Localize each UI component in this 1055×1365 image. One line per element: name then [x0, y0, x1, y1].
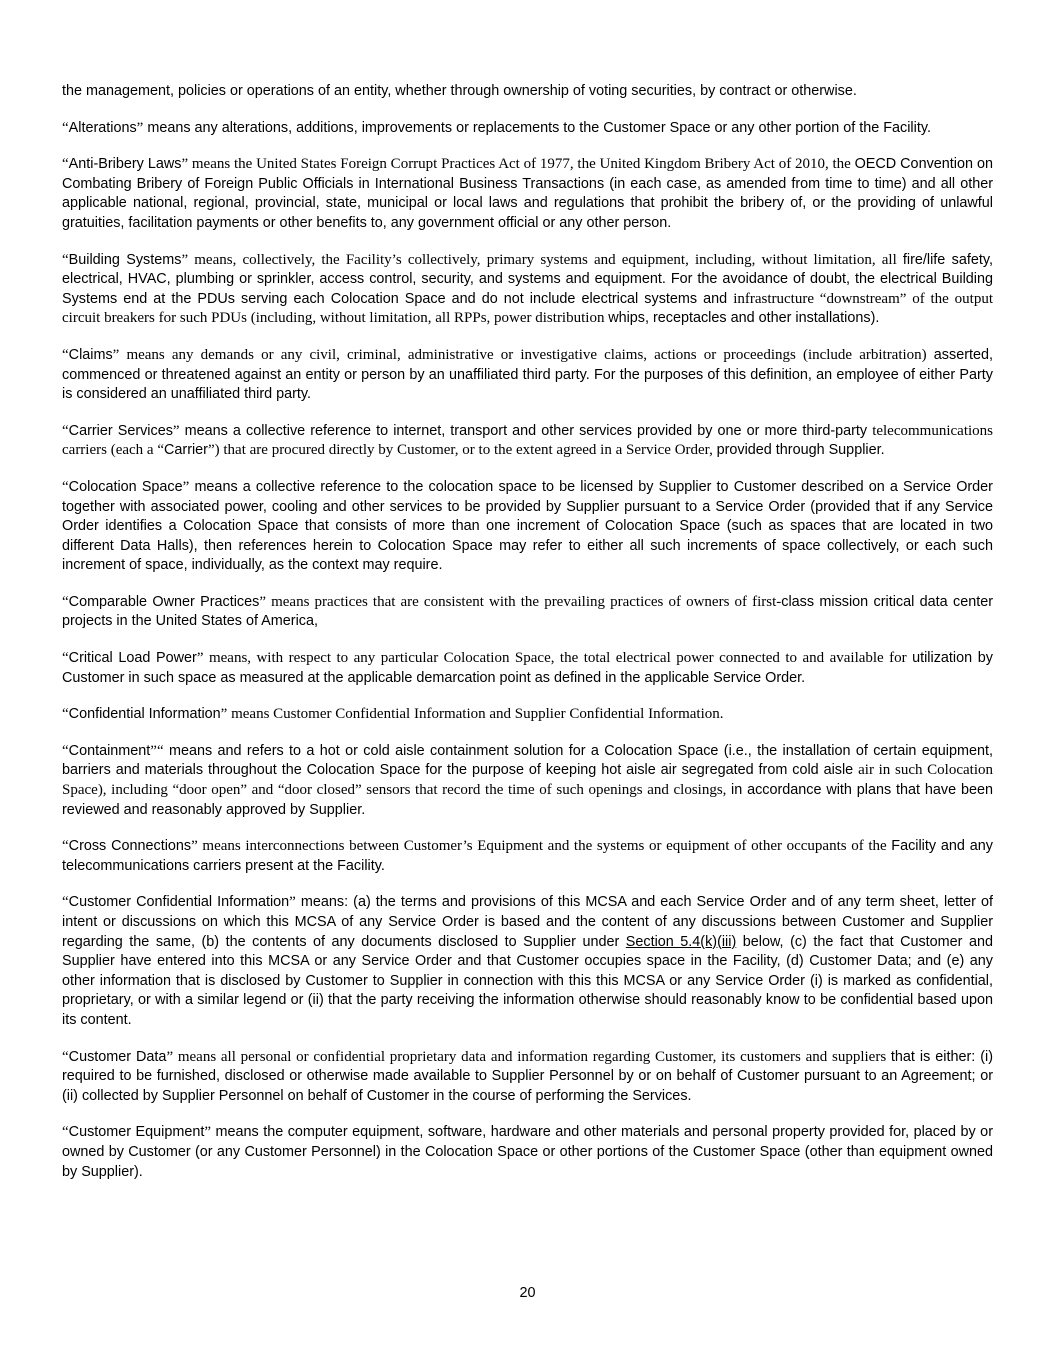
open-quote: “ [62, 706, 69, 723]
open-quote: “ [62, 156, 69, 173]
defined-term: Customer Data [68, 1048, 167, 1065]
definition-body-2: whips, receptacles and other installations). [608, 310, 880, 327]
defined-term: Anti-Bribery Laws [68, 156, 182, 173]
defined-term: Cross Connections [68, 838, 192, 855]
definition-body-2: below, (c) the fact that Customer and Supplier have entered into this MCSA or any Service Order and that Customer occupies space in the Facility, (d) Customer Data; and (e) any other information that is disclosed by Customer to Supplier in connection with this this MCSA or any Service Order (i) is marked as confidential, proprietary, or with a similar legend or (ii) that the party receiving the information otherwise should reasonably know to be confidential based upon its content. [62, 933, 993, 1028]
definition-body: asserted, commenced or threatened against an entity or person by an unaffiliated third party. For the purposes of this definition, an employee of either Party is considered an unaffiliated third party. [62, 346, 993, 403]
defined-term: Claims [68, 346, 113, 363]
inner-defined-term: Carrier [164, 442, 208, 459]
open-quote: “ [62, 742, 69, 759]
definition-body: means any alterations, additions, improvements or replacements to the Customer Space or any other portion of the Facility. [143, 119, 931, 136]
open-quote: “ [62, 894, 69, 911]
open-quote: “ [62, 593, 69, 610]
open-quote: “ [62, 422, 69, 439]
close-quote: ” [204, 1124, 212, 1141]
definition-body-serif: means Customer Confidential Information and Supplier Confidential Information. [227, 706, 724, 723]
definition-body: that is either: (i) required to be furnished, disclosed or otherwise made available to Supplier Personnel by or on behalf of Customer pursuant to an Agreement; or (ii) collected by Supplier Personnel on behalf of Customer in the course of performing the Services. [62, 1048, 994, 1104]
definition-body-serif: air in such Colocation Space), including “door open” and “door closed” sensors that record the time of such openings and closings, [62, 762, 993, 799]
definition-body-serif: means interconnections between Customer’s Equipment and the systems or equipment of other occupants of the [197, 838, 892, 855]
open-quote: “ [62, 1124, 69, 1141]
definition-containment [62, 742, 993, 820]
definition-body: means a collective reference to internet, transport and other services provided by one or more third-party [179, 422, 873, 439]
defined-term: Critical Load Power [68, 650, 197, 667]
close-quote: ” [182, 478, 190, 495]
open-quote: “ [62, 838, 69, 855]
close-quote: ” [220, 706, 228, 723]
definition-building-systems [62, 251, 993, 329]
close-quote: ” [166, 1048, 174, 1065]
definition-body-serif: means all personal or confidential proprietary data and information regarding Customer, its customers and suppliers [173, 1048, 891, 1065]
definition-critical-load-power [62, 649, 993, 688]
open-quote: “ [62, 346, 69, 363]
definition-body: means and refers to a hot or cold aisle containment solution for a Colocation Space (i.e., the installation of certain equipment, barriers and materials throughout the Colocation Space for the purpose of keeping hot aisle air segregated from cold aisle [62, 742, 993, 779]
definition-body: utilization by Customer in such space as measured at the applicable demarcation point as defined in the applicable Service Order. [62, 650, 993, 686]
definition-body: means: (a) the terms and provisions of this MCSA and each Service Order and of any term sheet, letter of intent or discussions on which this MCSA of any Service Order is based and the content of any discussions between Customer and Supplier regarding the same, (b) the contents of any documents disclosed to Supplier under [62, 894, 993, 950]
definition-body: class mission critical data center projects in the United States of America, [62, 593, 993, 630]
definition-body-2: provided through Supplier. [716, 442, 885, 459]
close-quote: ” [136, 119, 144, 136]
definition-body: fire/life safety, electrical, HVAC, plumbing or sprinkler, access control, security, and systems and equipment. For the avoidance of doubt, the electrical Building Systems end at the PDUs serving each Colocation Space and do not include electrical systems and [62, 251, 993, 307]
definition-cross-connections [62, 837, 993, 876]
defined-term: Customer Confidential Information [68, 894, 290, 911]
defined-term: Carrier Services [68, 422, 173, 439]
open-quote: “ [62, 650, 69, 667]
definition-body-serif-2: ”) that are procured directly by Customer, or to the extent agreed in a Service Order, [207, 442, 717, 459]
definition-body-serif: means the United States Foreign Corrupt Practices Act of 1977, the United Kingdom Bribery Act of 2010, the [188, 156, 855, 173]
definition-customer-data [62, 1048, 993, 1107]
definition-body-serif: means, with respect to any particular Colocation Space, the total electrical power connected to and available for [203, 650, 913, 667]
open-quote: “ [62, 119, 69, 136]
document-page [62, 82, 993, 1199]
paragraph-text: the management, policies or operations of an entity, whether through ownership of voting securities, by contract or otherwise. [62, 83, 857, 99]
definition-body-serif: means practices that are consistent with the prevailing practices of owners of first- [266, 593, 782, 610]
definition-alterations [62, 119, 993, 139]
defined-term: Alterations [68, 119, 137, 136]
definition-body-serif: means any demands or any civil, criminal, administrative or investigative claims, actions or proceedings (include arbitration) [119, 346, 934, 363]
defined-term: Containment [68, 742, 151, 759]
definition-anti-bribery-laws [62, 155, 993, 233]
definition-body: Facility and any telecommunications carriers present at the Facility. [62, 838, 994, 874]
close-quote: ” [181, 156, 189, 173]
definition-body: OECD Convention on Combating Bribery of Foreign Public Officials in International Business Transactions (in each case, as amended from time to time) and all other applicable national, regional, provincial, state, municipal or local laws and regulations that prohibit the bribery of, or the providing of unlawful gratuities, facilitation payments or other benefits to, any government official or any other person. [62, 156, 993, 231]
close-quote: ” [191, 838, 198, 855]
section-reference-link[interactable]: Section 5.4(k)(iii) [625, 933, 737, 950]
close-quote: ” [172, 422, 180, 439]
defined-term: Comparable Owner Practices [68, 593, 260, 610]
definition-carrier-services [62, 422, 993, 461]
open-quote: “ [62, 1048, 69, 1065]
close-quote: ” [112, 346, 120, 363]
definition-body-2: in accordance with plans that have been reviewed and reasonably approved by Supplier. [62, 782, 993, 818]
close-quote: ” [259, 593, 266, 610]
definition-comparable-owner-practices [62, 593, 993, 632]
definition-body-serif-2: infrastructure “downstream” of the output circuit breakers for such PDUs (including, without limitation, all RPPs, power distribution [62, 290, 993, 327]
definition-customer-equipment [62, 1123, 993, 1182]
definition-colocation-space [62, 478, 993, 576]
open-quote: “ [62, 478, 69, 495]
defined-term: Building Systems [68, 251, 182, 268]
definition-body: means a collective reference to the colocation space to be licensed by Supplier to Customer described on a Service Order together with associated power, cooling and other services to be provided by Supplier pursuant to a Service Order (provided that if any Service Order identifies a Colocation Space that consists of more than one increment of Colocation Space (such as spaces that are located in two different Data Halls), then references herein to Colocation Space may refer to either all such increments of space collectively, or each such increment of space, individually, as the context may require. [62, 478, 993, 574]
close-quote: ” [289, 894, 296, 911]
definition-body-serif: means, collectively, the Facility’s collectively, primary systems and equipment, including, without limitation, all [188, 251, 903, 268]
paragraph-control-continuation [62, 82, 993, 102]
definition-confidential-information [62, 705, 993, 725]
definition-body: means the computer equipment, software, hardware and other materials and personal property provided for, placed by or owned by Customer (or any Customer Personnel) in the Colocation Space or other portions of the Customer Space (other than equipment owned by Supplier). [62, 1124, 993, 1180]
defined-term: Colocation Space [68, 478, 183, 495]
close-quote: ” [181, 251, 189, 268]
page-number: 20 [519, 1285, 536, 1301]
definition-claims [62, 346, 993, 405]
defined-term: Confidential Information [68, 706, 221, 723]
definition-body-serif: telecommunications carriers (each a “ [62, 422, 993, 459]
open-quote: “ [62, 251, 69, 268]
definition-customer-confidential-information [62, 893, 993, 1030]
defined-term: Customer Equipment [68, 1124, 205, 1141]
close-quote: ”“ [150, 742, 164, 759]
close-quote: ” [196, 650, 204, 667]
